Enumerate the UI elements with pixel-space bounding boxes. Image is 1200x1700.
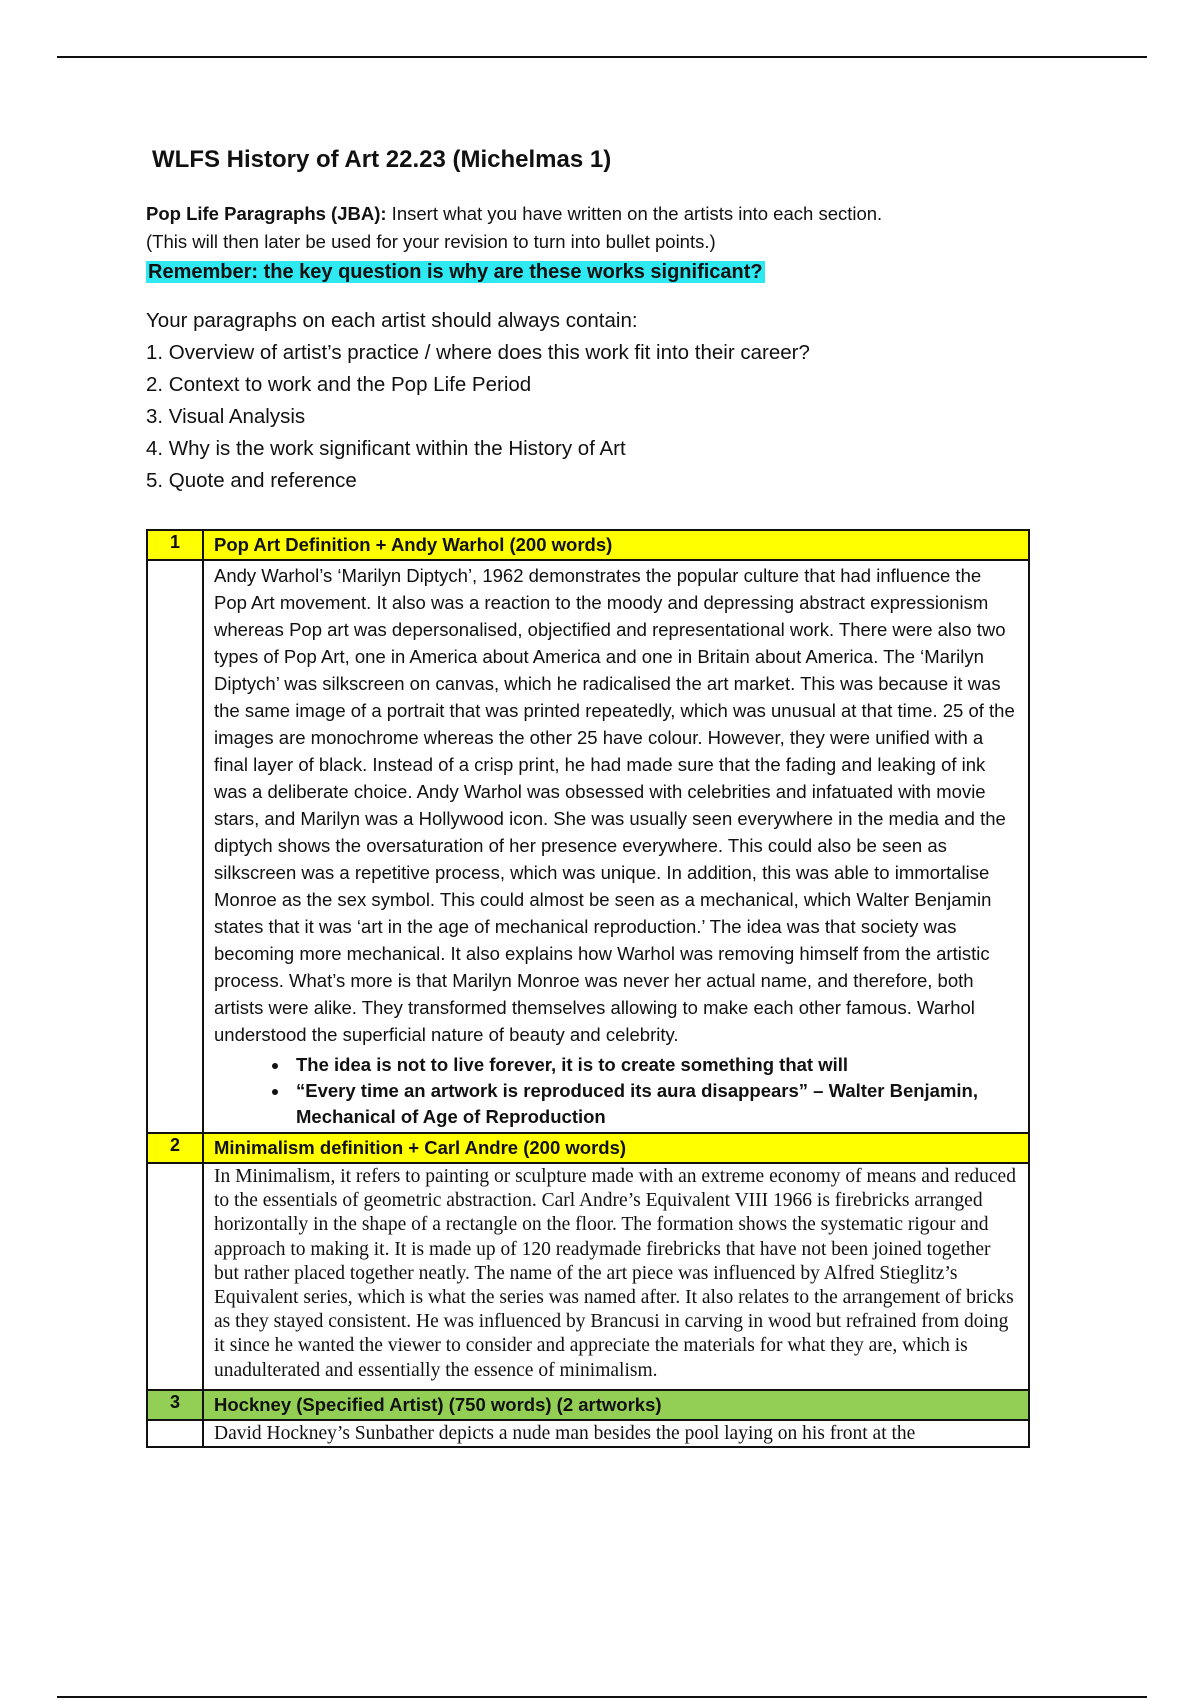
section-body-text: Andy Warhol’s ‘Marilyn Diptych’, 1962 demonstrates the popular culture that had influence the Pop Art movement. It also was a reaction to the moody and depressing abstract expressionism whereas Pop art was depersonalised, objectified and representational work. There were also two types of Pop Art, one in America about America and one in Britain about America. The ‘Marilyn Diptych’ was silkscreen on canvas, which he radicalised the art market. This was because it was the same image of a portrait that was printed repeatedly, which was unusual at that time. 25 of the images are monochrome whereas the other 25 have colour. However, they were unified with a final layer of black. Instead of a crisp print, he had made sure that the fading and leaking of ink was a deliberate choice. Andy Warhol was obsessed with celebrities and infatuated with movie stars, and Marilyn was a Hollywood icon. She was usually seen everywhere in the media and the diptych shows the oversaturation of her presence everywhere. This could also be seen as silkscreen was a repetitive process, which was unique. In addition, this was able to immortalise Monroe as the sex symbol. This could almost be seen as a mechanical, which Walter Benjamin states that it was ‘art in the age of mechanical reproduction.’ The idea was that society was becoming more mechanical. It also explains how Warhol was removing himself from the artistic process. What’s more is that Marilyn Monroe was never her actual name, and therefore, both artists were alike. They transformed themselves allowing to make each other famous. Warhol understood the superficial nature of beauty and celebrity. (214, 565, 1015, 1045)
section-quote-list (214, 1052, 1016, 1130)
paragraph-checklist (146, 305, 1026, 497)
section-number: 1 (147, 530, 203, 560)
key-question-highlight: Remember: the key question is why are these works significant? (148, 261, 763, 283)
section-quote: • The idea is not to live forever, it is to create something that will (290, 1052, 1016, 1078)
section-heading: Hockney (Specified Artist) (750 words) (2 artworks) (203, 1390, 1029, 1420)
section-body (203, 560, 1029, 1133)
section-quote: • “Every time an artwork is reproduced its aura disappears” – Walter Benjamin, Mechanical of Age of Reproduction (290, 1078, 1016, 1130)
section-number-blank (147, 560, 203, 1133)
section-header-row (147, 1133, 1029, 1163)
sections-table (146, 529, 1030, 1448)
checklist-lead: Your paragraphs on each artist should always contain: (146, 309, 638, 332)
section-number-blank (147, 1163, 203, 1390)
section-body-text: In Minimalism, it refers to painting or sculpture made with an extreme economy of means and reduced to the essentials of geometric abstraction. Carl Andre’s Equivalent VIII 1966 is firebricks arranged horizontally in the shape of a rectangle on the floor. The formation shows the systematic rigour and approach to making it. It is made up of 120 readymade firebricks that have not been joined together but rather placed together neatly. The name of the art piece was influenced by Alfred Stieglitz’s Equivalent series, which is what the series was named after. It also relates to the arrangement of bricks as they stayed consistent. He was influenced by Brancusi in carving in wood but refrained from doing it since he wanted the viewer to consider and appreciate the materials for what they are, which is unadulterated and essentially the essence of minimalism. (214, 1166, 1016, 1381)
intro-lead-text: Insert what you have written on the artists into each section. (386, 203, 883, 224)
page-title: WLFS History of Art 22.23 (Michelmas 1) (152, 146, 612, 173)
page-top-rule (57, 56, 1147, 58)
intro-line (146, 200, 1026, 228)
checklist-item: 4. Why is the work significant within the History of Art (146, 437, 626, 460)
section-number: 3 (147, 1390, 203, 1420)
key-question-line (146, 258, 1026, 286)
checklist-item: 5. Quote and reference (146, 469, 357, 492)
intro-lead-label: Pop Life Paragraphs (JBA): (146, 203, 387, 224)
intro-block (146, 200, 1026, 286)
section-heading: Minimalism definition + Carl Andre (200 words) (203, 1133, 1029, 1163)
section-number: 2 (147, 1133, 203, 1163)
section-body (203, 1420, 1029, 1447)
section-header-row (147, 1390, 1029, 1420)
section-body-row (147, 1163, 1029, 1390)
checklist-item: 3. Visual Analysis (146, 405, 306, 428)
checklist-item: 2. Context to work and the Pop Life Period (146, 373, 532, 396)
section-heading: Pop Art Definition + Andy Warhol (200 words) (203, 530, 1029, 560)
intro-second-line: (This will then later be used for your revision to turn into bullet points.) (146, 231, 716, 252)
section-number-blank (147, 1420, 203, 1447)
checklist-item: 1. Overview of artist’s practice / where does this work fit into their career? (146, 341, 810, 364)
page-bottom-rule (57, 1696, 1147, 1698)
section-body-text: David Hockney’s Sunbather depicts a nude man besides the pool laying on his front at the (214, 1422, 916, 1444)
section-body-row (147, 1420, 1029, 1447)
section-body-row (147, 560, 1029, 1133)
checklist-items (146, 337, 1026, 497)
section-body (203, 1163, 1029, 1390)
section-header-row (147, 530, 1029, 560)
